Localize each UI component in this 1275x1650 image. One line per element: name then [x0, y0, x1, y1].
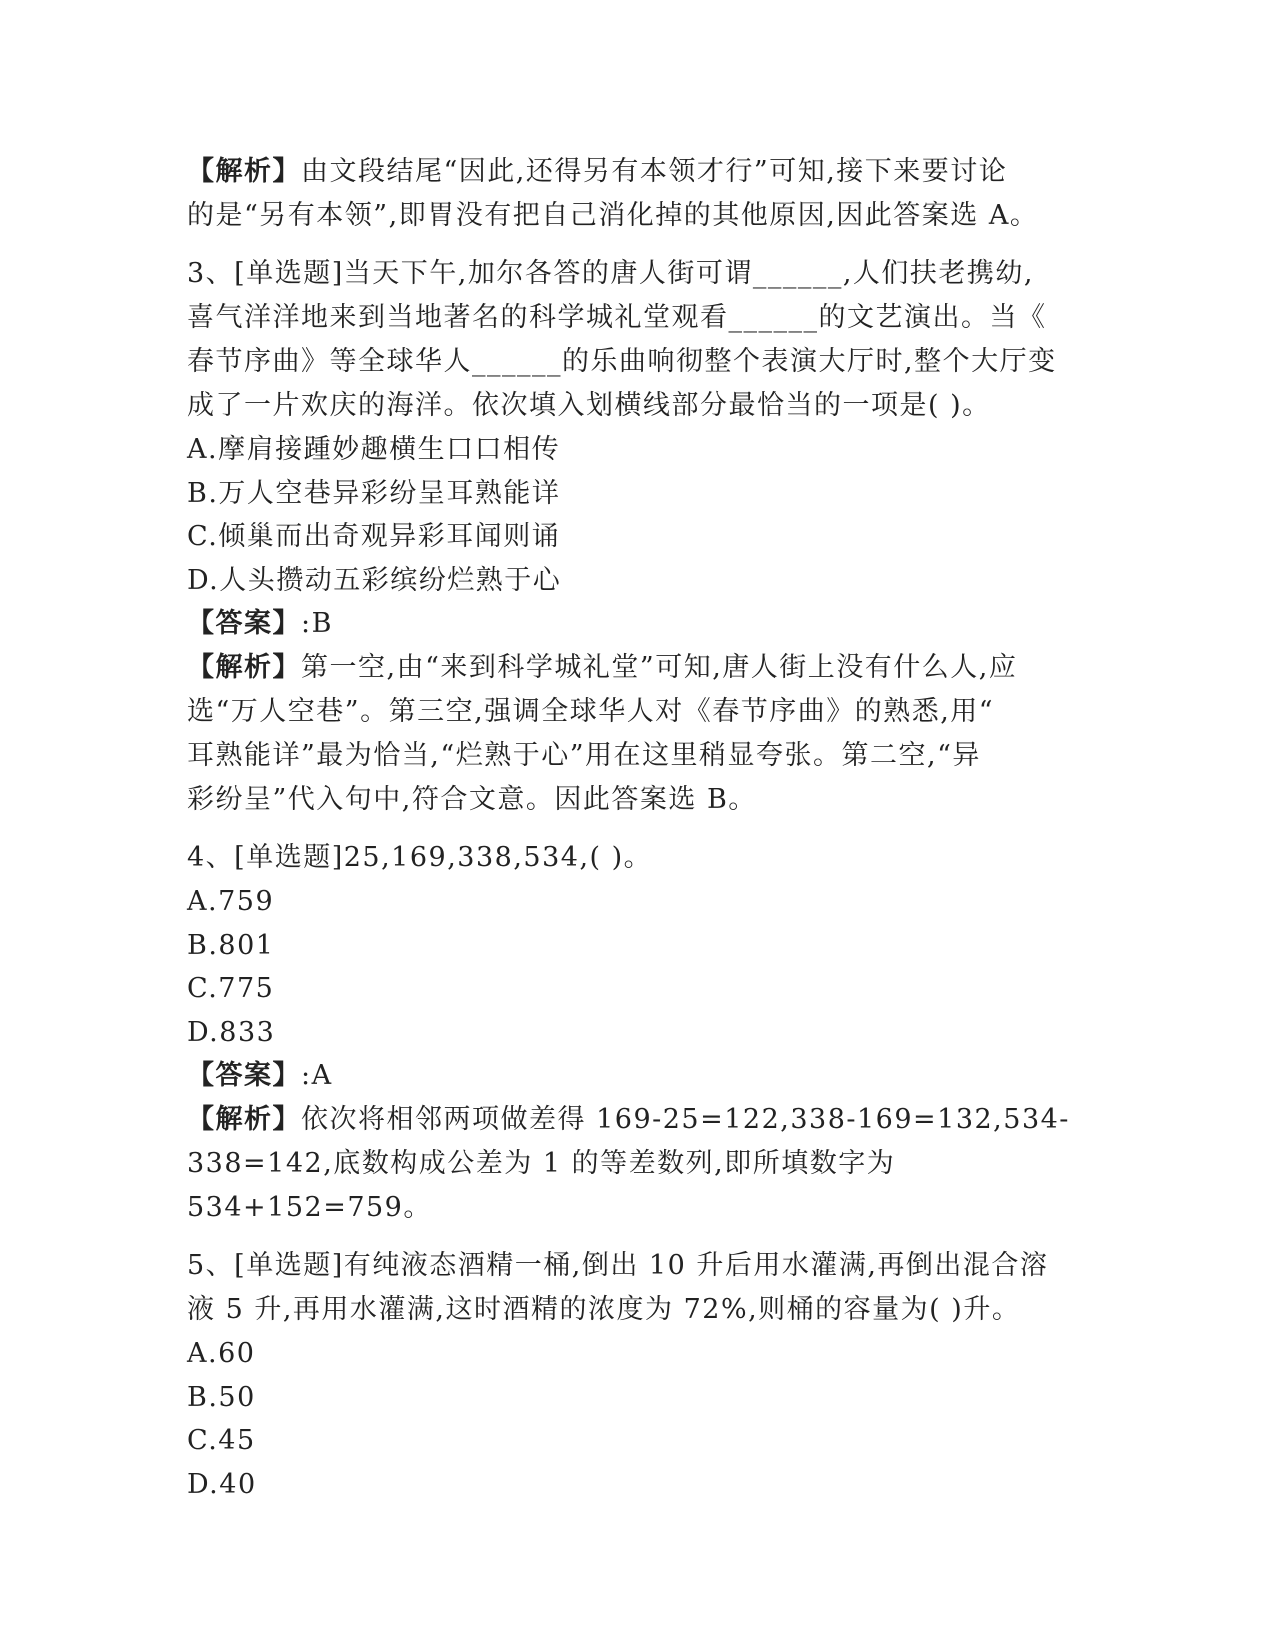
analysis-text: 的是“另有本领”,即胃没有把自己消化掉的其他原因,因此答案选 A。: [187, 200, 1039, 231]
question-stem: 成了一片欢庆的海洋。依次填入划横线部分最恰当的一项是( )。: [187, 390, 991, 421]
analysis-text: 第一空,由“来到科学城礼堂”可知,唐人街上没有什么人,应: [301, 652, 1018, 683]
question-4: [187, 836, 1087, 1230]
question-stem: 春节序曲》等全球华人______的乐曲响彻整个表演大厅时,整个大厅变: [187, 346, 1057, 377]
option-a: A.60: [187, 1338, 256, 1369]
option-d: D.人头攒动五彩缤纷烂熟于心: [187, 564, 562, 596]
question-stem: 3、[单选题]当天下午,加尔各答的唐人街可谓______,人们扶老携幼,: [187, 258, 1034, 289]
question-stem: 喜气洋洋地来到当地著名的科学城礼堂观看______的文艺演出。当《: [187, 302, 1047, 333]
analysis-text: 依次将相邻两项做差得 169-25=122,338-169=132,534-: [301, 1104, 1070, 1135]
option-b: B.801: [187, 929, 275, 961]
question-stem: 4、[单选题]25,169,338,534,( )。: [187, 842, 653, 873]
analysis-text: 耳熟能详”最为恰当,“烂熟于心”用在这里稍显夸张。第二空,“异: [187, 740, 981, 771]
question-stem: 液 5 升,再用水灌满,这时酒精的浓度为 72%,则桶的容量为( )升。: [187, 1294, 1021, 1325]
analysis-text: 由文段结尾“因此,还得另有本领才行”可知,接下来要讨论: [301, 156, 1008, 187]
option-c: C.775: [187, 973, 275, 1004]
option-d: D.40: [187, 1468, 257, 1500]
question-3: [187, 252, 1087, 822]
option-a: A.摩肩接踵妙趣横生口口相传: [187, 434, 561, 465]
question-5: [187, 1244, 1087, 1506]
option-a: A.759: [187, 886, 275, 917]
option-d: D.833: [187, 1016, 276, 1048]
q2-analysis: [187, 150, 1087, 238]
option-b: B.万人空巷异彩纷呈耳熟能详: [187, 477, 561, 509]
question-stem: 5、[单选题]有纯液态酒精一桶,倒出 10 升后用水灌满,再倒出混合溶: [187, 1250, 1049, 1281]
option-b: B.50: [187, 1381, 256, 1413]
analysis-text: 彩纷呈”代入句中,符合文意。因此答案选 B。: [187, 784, 757, 815]
analysis-tag: 【解析】: [187, 1104, 301, 1135]
answer-line: [187, 1054, 1087, 1098]
analysis-tag: 【解析】: [187, 156, 301, 187]
analysis-text: 选“万人空巷”。第三空,强调全球华人对《春节序曲》的熟悉,用“: [187, 696, 995, 727]
option-c: C.45: [187, 1425, 256, 1456]
answer-value: :A: [301, 1060, 333, 1091]
answer-tag: 【答案】: [187, 1060, 301, 1091]
option-c: C.倾巢而出奇观异彩耳闻则诵: [187, 521, 561, 552]
answer-tag: 【答案】: [187, 608, 301, 639]
answer-line: [187, 602, 1087, 646]
analysis-tag: 【解析】: [187, 652, 301, 683]
answer-value: :B: [301, 608, 333, 639]
analysis-text: 338=142,底数构成公差为 1 的等差数列,即所填数字为 534+152=759。: [187, 1148, 896, 1223]
document-page: [187, 150, 1087, 1506]
